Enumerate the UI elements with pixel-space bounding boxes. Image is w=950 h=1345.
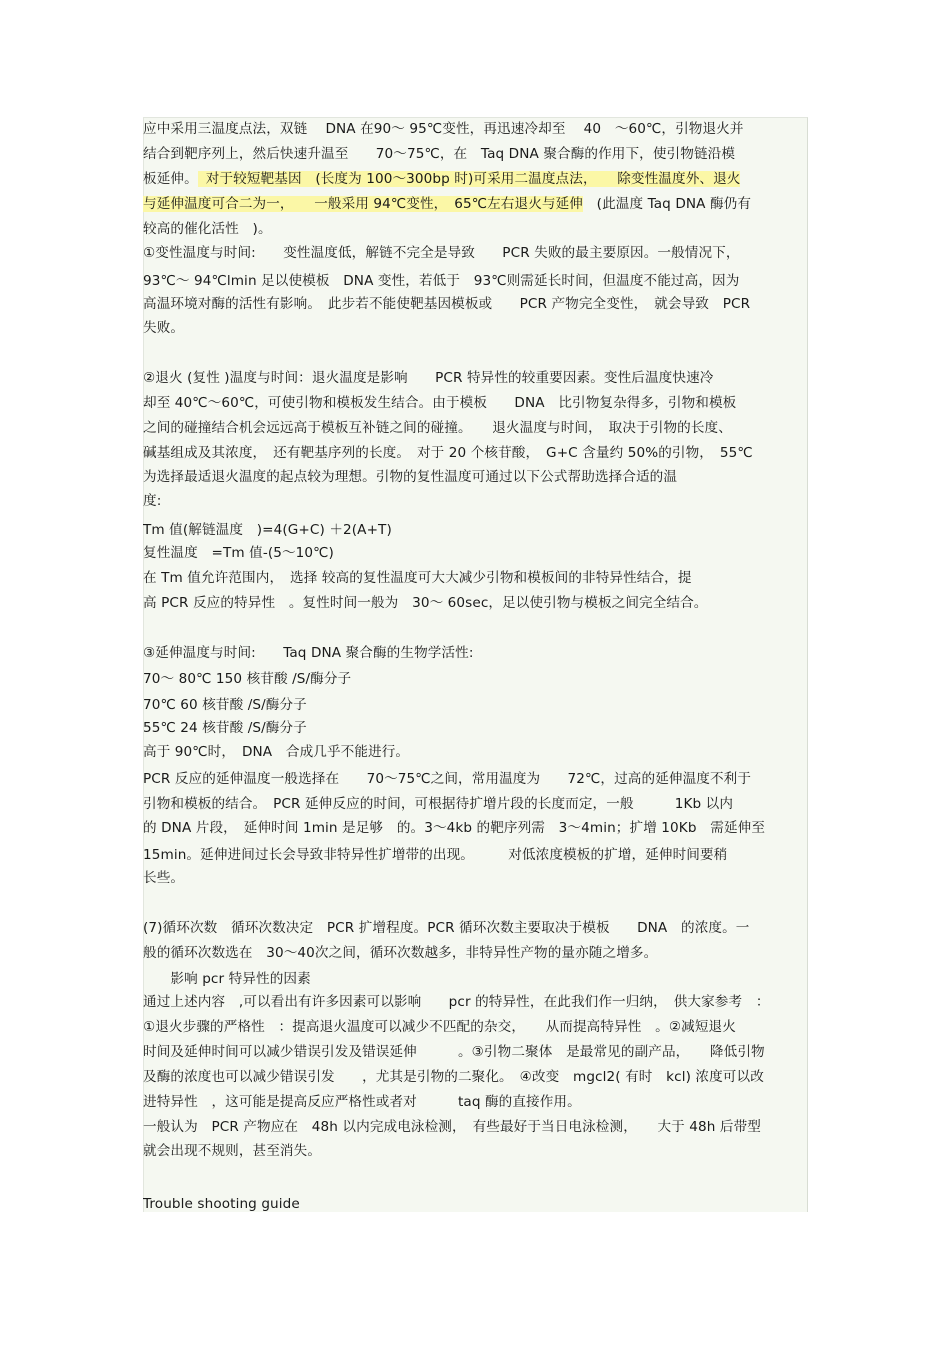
text-line: 的 DNA 片段， 延伸时间 1min 是足够 的。3～4kb 的靶序列需 3～4min；扩增 10Kb 需延伸至 [143, 820, 766, 836]
text-line: 引物和模板的结合。 PCR 延伸反应的时间，可根据待扩增片段的长度而定，一般 1Kb 以内 [143, 796, 734, 812]
text-line [143, 194, 809, 214]
text-line: 碱基组成及其浓度， 还有靶基序列的长度。 对于 20 个核苷酸， G+C 含量约 50%的引物， 55℃ [143, 445, 753, 461]
text-line: 通过上述内容 ,可以看出有许多因素可以影响 pcr 的特异性，在此我们作一归纳， 供大家参考 ： [143, 994, 770, 1010]
text-line: ③延伸温度与时间: Taq DNA 聚合酶的生物学活性: [143, 645, 474, 661]
text-line: 93℃～ 94℃lmin 足以使模板 DNA 变性，若低于 93℃则需延长时间，但温度不能过高，因为 [143, 273, 740, 289]
text-line: (7)循环次数 循环次数决定 PCR 扩增程度。PCR 循环次数主要取决于模板 DNA 的浓度。一 [143, 920, 750, 936]
text-line: ②退火 (复性 )温度与时间：退火温度是影响 PCR 特异性的较重要因素。变性后温度快速冷 [143, 370, 714, 386]
text-line: 应中采用三温度点法，双链 DNA 在90～ 95℃变性，再迅速冷却至 40 ～60℃，引物退火并 [143, 121, 744, 137]
text-line: 结合到靶序列上，然后快速升温至 70～75℃，在 Taq DNA 聚合酶的作用下，使引物链沿模 [143, 146, 736, 162]
text-line: 却至 40℃～60℃，可使引物和模板发生结合。由于模板 DNA 比引物复杂得多，引物和模板 [143, 395, 737, 411]
text-line: 之间的碰撞结合机会远远高于模板互补链之间的碰撞。 退火温度与时间， 取决于引物的长度、 [143, 420, 732, 436]
section-heading: Trouble shooting guide [143, 1196, 300, 1212]
text-line [143, 169, 809, 189]
text-line: 在 Tm 值允许范围内， 选择 较高的复性温度可大大减少引物和模板间的非特异性结合，提 [143, 570, 692, 586]
text-line: 般的循环次数选在 30～40次之间，循环次数越多，非特异性产物的量亦随之增多。 [143, 945, 658, 961]
text-line: 高于 90℃时， DNA 合成几乎不能进行。 [143, 744, 410, 760]
text-line: 55℃ 24 核苷酸 /S/酶分子 [143, 720, 307, 736]
text-line: 高 PCR 反应的特异性 。复性时间一般为 30～ 60sec，足以使引物与模板之间完全结合。 [143, 595, 708, 611]
text-line: Tm 值(解链温度 )=4(G+C) ＋2(A+T) [143, 522, 392, 538]
text-line: 70～ 80℃ 150 核苷酸 /S/酶分子 [143, 671, 352, 687]
text-line: 15min。延伸进间过长会导致非特异性扩增带的出现。 对低浓度模板的扩增，延伸时间要稍 [143, 847, 728, 863]
text-line: 长些。 [143, 870, 185, 886]
text-line: ①变性温度与时间: 变性温度低，解链不完全是导致 PCR 失败的最主要原因。一般情况下， [143, 245, 740, 261]
text-line: 复性温度 =Tm 值-(5～10℃) [143, 545, 334, 561]
text-line: PCR 反应的延伸温度一般选择在 70～75℃之间，常用温度为 72℃，过高的延伸温度不利于 [143, 771, 752, 787]
text-line: ①退火步骤的严格性 ：提高退火温度可以减少不匹配的杂交， 从而提高特异性 。②减短退火 [143, 1019, 736, 1035]
text-line: 失败。 [143, 320, 185, 336]
text-line: 就会出现不规则，甚至消失。 [143, 1143, 322, 1159]
text-line: 一般认为 PCR 产物应在 48h 以内完成电泳检测， 有些最好于当日电泳检测， 大于 48h 后带型 [143, 1119, 761, 1135]
text-line: 为选择最适退火温度的起点较为理想。引物的复性温度可通过以下公式帮助选择合适的温 [143, 469, 678, 485]
highlighted-text: 对于较短靶基因 (长度为 100～300bp 时)可采用二温度点法， 除变性温度外、退火 [198, 171, 741, 187]
text-segment: 板延伸。 [143, 171, 198, 187]
text-line: 较高的催化活性 )。 [143, 221, 272, 237]
text-line: 时间及延伸时间可以减少错误引发及错误延伸 。③引物二聚体 是最常见的副产品， 降低引物 [143, 1044, 765, 1060]
text-line: 影响 pcr 特异性的因素 [143, 971, 311, 987]
text-line: 进特异性 ，这可能是提高反应严格性或者对 taq 酶的直接作用。 [143, 1094, 581, 1110]
text-line: 高温环境对酶的活性有影响。 此步若不能使靶基因模板或 PCR 产物完全变性， 就会导致 PCR [143, 296, 751, 312]
text-line: 度: [143, 493, 162, 509]
text-segment: (此温度 Taq DNA 酶仍有 [582, 196, 752, 212]
highlighted-text: 与延伸温度可合二为一， 一般采用 94℃变性， 65℃左右退火与延伸 [143, 196, 583, 212]
text-line: 及酶的浓度也可以减少错误引发 ，尤其是引物的二聚化。 ④改变 mgcl2( 有时 kcl) 浓度可以改 [143, 1069, 764, 1085]
text-line: 70℃ 60 核苷酸 /S/酶分子 [143, 697, 307, 713]
